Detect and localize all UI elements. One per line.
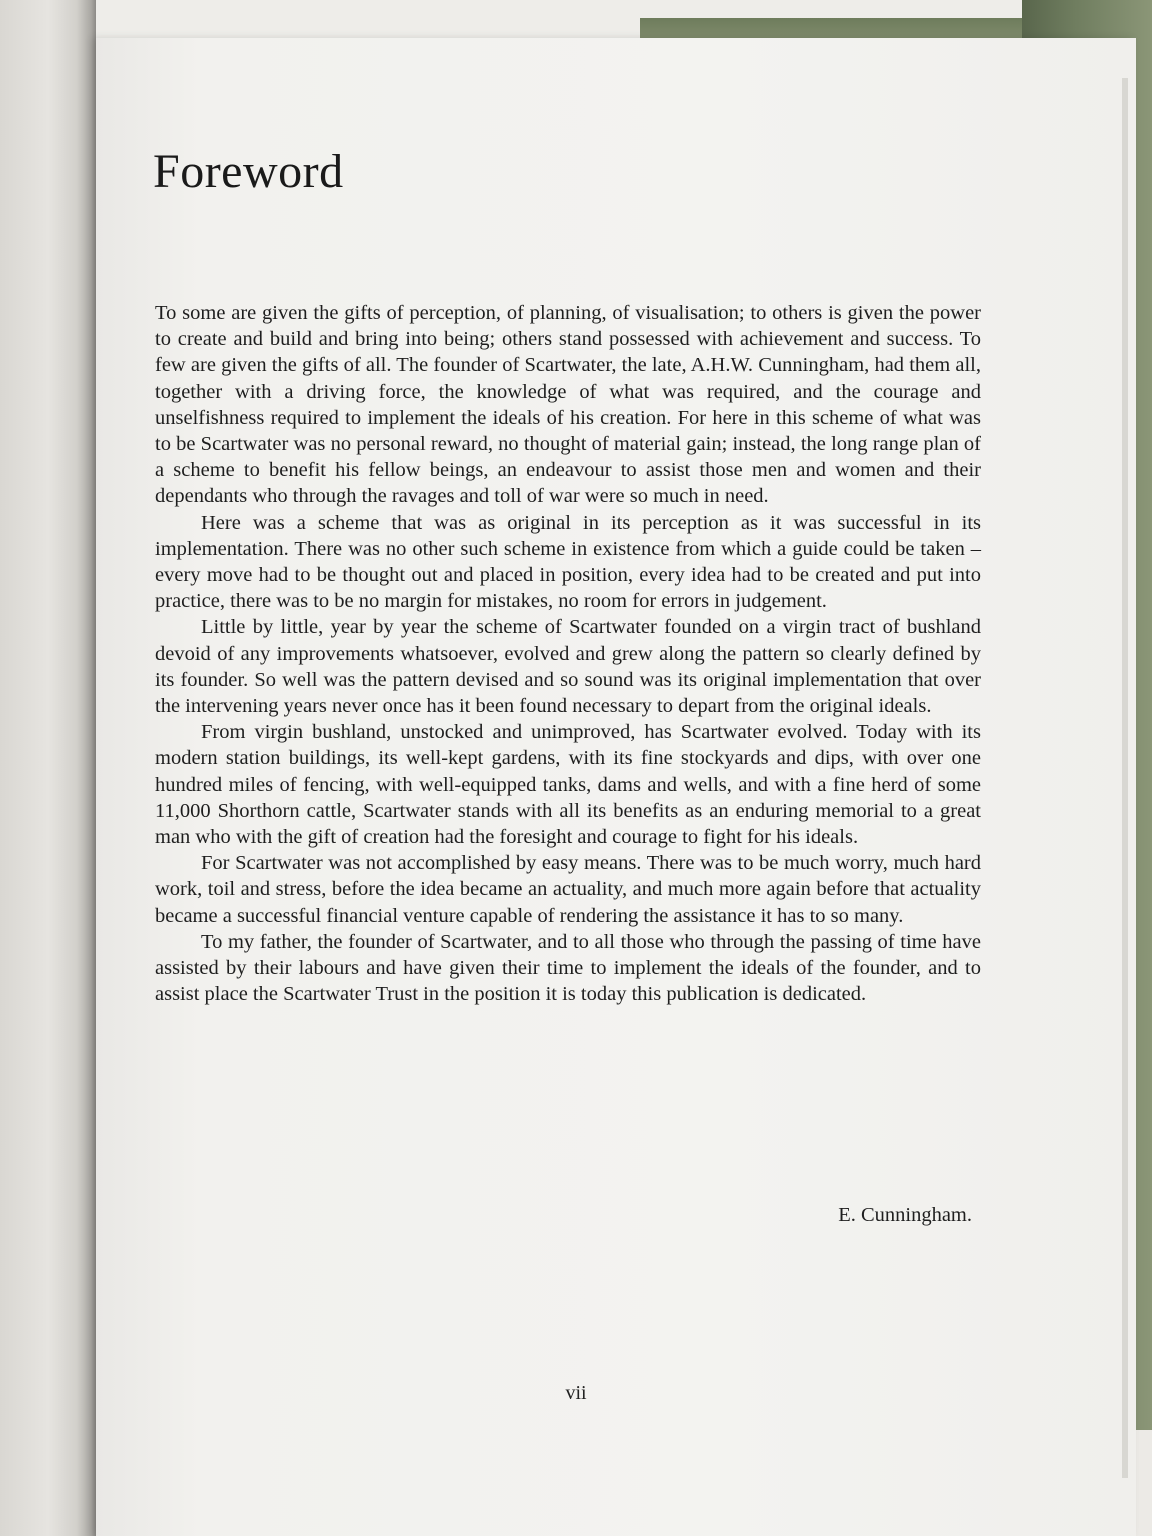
page-title: Foreword [153, 145, 344, 198]
paragraph-5: For Scartwater was not accomplished by easy means. There was to be much worry, much hard work, toil and stress, before the idea became an actuality, and much more again before that actuality became a successful financial venture capable of rendering the assistance it has to so many. [155, 852, 981, 927]
paragraph-2: Here was a scheme that was as original in its perception as it was successful in its implementation. There was no other such scheme in existence from which a guide could be taken – every move had to be thought out and placed in position, every idea had to be created and put into practice, there was to be no margin for mistakes, no room for errors in judgement. [155, 511, 981, 613]
paragraph-4: From virgin bushland, unstocked and unimproved, has Scartwater evolved. Today with its modern station buildings, its well-kept gardens, with its fine stockyards and dips, with over one hundred miles of fencing, with well-equipped tanks, dams and wells, and with a fine herd of some 11,000 Shorthorn cattle, Scartwater stands with all its benefits as an enduring memorial to a great man who with the gift of creation had the foresight and courage to fight for his ideals. [155, 721, 981, 849]
paragraph-1: To some are given the gifts of perception, of planning, of visualisation; to others is given the power to create and build and bring into being; others stand possessed with achievement and success. To few are given the gifts of all. The founder of Scartwater, the late, A.H.W. Cunningham, had them all, together with a driving force, the knowledge of what was required, and the courage and unselfishness required to implement the ideals of his creation. For here in this scheme of what was to be Scartwater was no personal reward, no thought of material gain; instead, the long range plan of a scheme to benefit his fellow beings, an endeavour to assist those men and women and their dependants who through the ravages and toll of war were so much in need. [155, 302, 981, 508]
signature: E. Cunningham. [838, 1204, 972, 1226]
page-edge [1122, 78, 1128, 1478]
page-number: vii [565, 1382, 587, 1404]
foreword-body [155, 300, 981, 1007]
paragraph-6: To my father, the founder of Scartwater, and to all those who through the passing of time have assisted by their labours and have given their time to implement the ideals of the founder, and to assist place the Scartwater Trust in the position it is today this publication is dedicated. [155, 930, 981, 1006]
book-binding-edge [0, 0, 96, 1536]
paragraph-3: Little by little, year by year the scheme of Scartwater founded on a virgin tract of bushland devoid of any improvements whatsoever, evolved and grew along the pattern so clearly defined by its founder. So well was the pattern devised and so sound was its original implementation that over the intervening years never once has it been found necessary to depart from the original ideals. [155, 616, 981, 718]
